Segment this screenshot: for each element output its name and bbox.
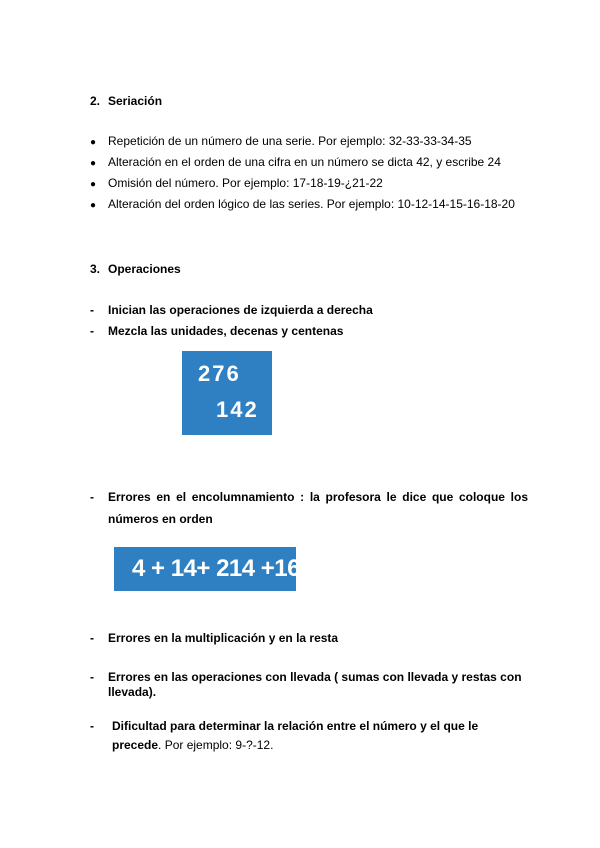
bullet-text: Omisión del número. Por ejemplo: 17-18-19-¿21-22 (108, 176, 383, 190)
dash-icon: - (90, 303, 94, 317)
list-item-example: . Por ejemplo: 9-?-12. (158, 738, 274, 752)
dash-icon: - (90, 490, 94, 504)
section-title: Seriación (108, 94, 163, 108)
bullet-item (90, 134, 472, 148)
bullet-item (90, 155, 501, 169)
list-item-text: Mezcla las unidades, decenas y centenas (108, 324, 344, 338)
section-number: 2. (90, 94, 101, 108)
bullet-icon: ● (90, 179, 97, 190)
list-item-bold-text: Dificultad para determinar la relación entre el número y el que le precede (112, 719, 479, 752)
figure-number-bottom: 142 (216, 397, 259, 422)
bullet-text: Alteración del orden lógico de las series. Por ejemplo: 10-12-14-15-16-18-20 (108, 197, 515, 211)
number-figure-2 (114, 547, 300, 591)
bullet-text: Alteración en el orden de una cifra en un número se dicta 42, y escribe 24 (108, 155, 501, 169)
list-item (90, 627, 530, 649)
section-title: Operaciones (108, 262, 181, 276)
list-item-text: Inician las operaciones de izquierda a derecha (108, 303, 373, 317)
figure-expression: 4 + 14+ 214 +16 (132, 555, 300, 582)
bullet-text: Repetición de un número de una serie. Por ejemplo: 32-33-33-34-35 (108, 134, 472, 148)
bullet-item (90, 176, 383, 190)
list-item-text (108, 717, 510, 755)
dash-icon: - (90, 324, 94, 338)
bullet-icon: ● (90, 137, 97, 148)
list-item (90, 320, 530, 342)
figure-number-top: 276 (198, 361, 241, 386)
list-item-text: Errores en las operaciones con llevada ( sumas con llevada y restas con llevada). (108, 670, 522, 699)
list-item (90, 670, 530, 700)
dash-icon: - (90, 670, 94, 684)
bullet-icon: ● (90, 158, 97, 169)
number-figure-1 (182, 351, 272, 435)
dash-icon: - (90, 631, 94, 645)
list-item-text: Errores en el encolumnamiento : la profesora le dice que coloque los números en orden (108, 490, 528, 526)
section-2-heading (90, 94, 162, 108)
section-3-heading (90, 262, 181, 276)
bullet-item (90, 197, 515, 211)
list-item-text: Errores en la multiplicación y en la resta (108, 631, 339, 645)
bullet-icon: ● (90, 200, 97, 211)
dash-icon: - (90, 719, 94, 733)
section-number: 3. (90, 262, 101, 276)
list-item (90, 717, 510, 755)
list-item (90, 486, 528, 530)
list-item (90, 299, 530, 321)
